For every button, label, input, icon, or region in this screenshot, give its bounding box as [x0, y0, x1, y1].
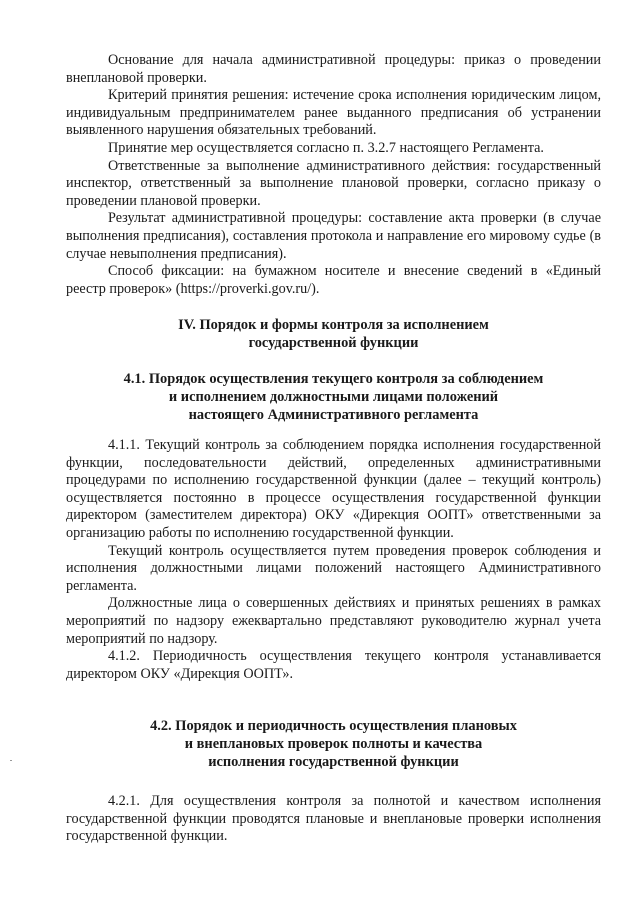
- intro-paragraph: Критерий принятия решения: истечение срока исполнения юридическим лицом, индивидуальным предпринимателем ранее выданного предписания об устранении выявленного нарушения обязательных требований.: [66, 87, 601, 139]
- subsection-title-line: настоящего Административного регламента: [188, 407, 479, 423]
- subsection-title: [66, 717, 601, 771]
- subsection-4-2-heading: [66, 717, 601, 771]
- intro-paragraph: Основание для начала административной процедуры: приказ о проведении внеплановой проверки.: [66, 52, 601, 86]
- intro-section: [66, 52, 601, 298]
- intro-paragraph: Результат административной процедуры: составление акта проверки (в случае выполнения предписания), составления протокола и направление его мировому судье (в случае невыполнения предписания).: [66, 210, 601, 262]
- subsection-4-1-body: [66, 437, 601, 683]
- intro-paragraph: Ответственные за выполнение административного действия: государственный инспектор, ответственный за выполнение плановой проверки, согласно приказу о проведении плановой проверки.: [66, 157, 601, 209]
- section-4-heading: [66, 316, 601, 352]
- subsection-title-line: 4.1. Порядок осуществления текущего контроля за соблюдением: [123, 371, 544, 387]
- scan-speck: [10, 760, 12, 761]
- body-paragraph: 4.2.1. Для осуществления контроля за полнотой и качеством исполнения государственной функции проводятся плановые и внеплановые проверки исполнения государственной функции.: [66, 793, 601, 845]
- body-paragraph: 4.1.1. Текущий контроль за соблюдением порядка исполнения государственной функции, последовательности действий, определенных административными процедурами по исполнению государственной функции (далее – текущий контроль) осуществляется постоянно в процессе осуществления государственной функции директором (заместителем директора) ОКУ «Дирекция ООПТ» ответственными за организацию работы по исполнению государственной функции.: [66, 437, 601, 541]
- subsection-title: [66, 370, 601, 424]
- body-paragraph: 4.1.2. Периодичность осуществления текущего контроля устанавливается директором ОКУ «Дирекция ООПТ».: [66, 648, 601, 682]
- body-paragraph: Должностные лица о совершенных действиях и принятых решениях в рамках мероприятий по надзору ежеквартально представляют руководителю журнал учета мероприятий по надзору.: [66, 595, 601, 647]
- subsection-title-line: исполнения государственной функции: [208, 754, 459, 770]
- subsection-title-line: и внеплановых проверок полноты и качества: [184, 736, 483, 752]
- subsection-title-line: и исполнением должностными лицами положений: [168, 389, 499, 405]
- subsection-title-line: 4.2. Порядок и периодичность осуществления плановых: [150, 718, 517, 734]
- section-title-line: государственной функции: [248, 335, 419, 351]
- body-paragraph: Текущий контроль осуществляется путем проведения проверок соблюдения и исполнения должностными лицами положений настоящего Административного регламента.: [66, 542, 601, 594]
- subsection-4-1-heading: [66, 370, 601, 424]
- intro-paragraph: Принятие мер осуществляется согласно п. 3.2.7 настоящего Регламента.: [108, 139, 544, 156]
- subsection-4-2-body: [66, 793, 601, 846]
- intro-paragraph: Способ фиксации: на бумажном носителе и внесение сведений в «Единый реестр проверок» (https://proverki.gov.ru/).: [66, 263, 601, 297]
- section-title-line: IV. Порядок и формы контроля за исполнением: [178, 317, 489, 333]
- section-title: [66, 316, 601, 352]
